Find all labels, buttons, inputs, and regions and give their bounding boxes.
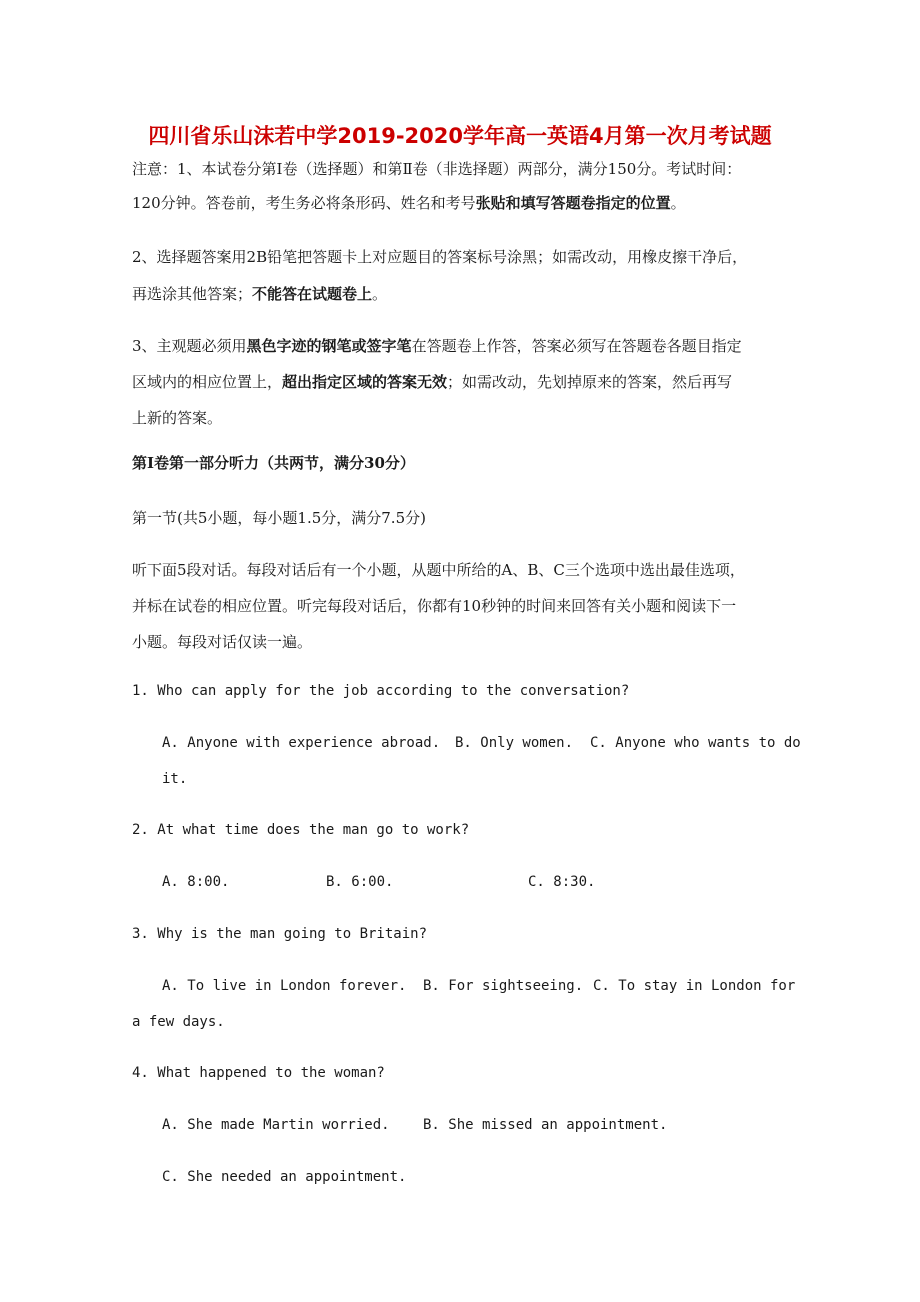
note-3-line-2 xyxy=(132,371,732,392)
note-3-text-2: 在答题卷上作答，答案必须写在答题卷各题目指定 xyxy=(411,337,742,355)
note-1-text: 120分钟。答卷前，考生务必将条形码、姓名和考号 xyxy=(132,194,476,212)
question-4-option-c: C. She needed an appointment. xyxy=(162,1169,407,1185)
note-3-line-3: 上新的答案。 xyxy=(132,409,223,427)
question-3-option-c-cont: a few days. xyxy=(132,1014,225,1030)
question-2-option-c: C. 8:30. xyxy=(528,874,596,890)
question-4: 4. What happened to the woman? xyxy=(132,1065,385,1081)
note-1-line-1: 注意：1、本试卷分第Ⅰ卷（选择题）和第Ⅱ卷（非选择题）两部分，满分150分。考试时间： xyxy=(132,160,742,178)
question-1-option-c-cont: it. xyxy=(162,771,188,787)
question-3-option-b: B. For sightseeing. xyxy=(423,978,584,994)
question-2-option-b: B. 6:00. xyxy=(326,874,394,890)
note-3-text-4: ；如需改动，先划掉原来的答案，然后再写 xyxy=(447,373,733,391)
question-1-option-b: B. Only women. xyxy=(455,735,574,751)
question-1-option-a: A. Anyone with experience abroad. xyxy=(162,735,441,751)
note-2-line-2 xyxy=(132,283,387,304)
instructions-line-3: 小题。每段对话仅读一遍。 xyxy=(132,633,313,651)
question-4-option-a: A. She made Martin worried. xyxy=(162,1117,390,1133)
instructions-line-2: 并标在试卷的相应位置。听完每段对话后，你都有10秒钟的时间来回答有关小题和阅读下一 xyxy=(132,597,737,615)
question-1: 1. Who can apply for the job according to the conversation? xyxy=(132,683,630,699)
note-2-emphasis: 不能答在试题卷上 xyxy=(252,285,373,303)
question-4-option-b: B. She missed an appointment. xyxy=(423,1117,668,1133)
note-3-text-1: 3、主观题必须用 xyxy=(132,337,247,355)
question-3-option-c: C. To stay in London for xyxy=(593,978,796,994)
section-heading: 第Ⅰ卷第一部分听力（共两节，满分30分） xyxy=(132,454,415,472)
note-3-emphasis-2: 超出指定区域的答案无效 xyxy=(282,373,448,391)
question-2-option-a: A. 8:00. xyxy=(162,874,230,890)
note-2-line-1: 2、选择题答案用2B铅笔把答题卡上对应题目的答案标号涂黑；如需改动，用橡皮擦干净后， xyxy=(132,248,748,266)
question-3: 3. Why is the man going to Britain? xyxy=(132,926,428,942)
section-subheading: 第一节(共5小题，每小题1.5分，满分7.5分) xyxy=(132,509,426,527)
instructions-line-1: 听下面5段对话。每段对话后有一个小题，从题中所给的A、B、C三个选项中选出最佳选项， xyxy=(132,561,745,579)
note-3-emphasis-1: 黑色字迹的钢笔或签字笔 xyxy=(246,337,412,355)
note-3-text-3: 区域内的相应位置上， xyxy=(132,373,283,391)
note-2-end: 。 xyxy=(372,285,388,303)
question-3-option-a: A. To live in London forever. xyxy=(162,978,407,994)
page-title: 四川省乐山沫若中学2019-2020学年高一英语4月第一次月考试题 xyxy=(148,124,772,148)
note-2-text: 再选涂其他答案； xyxy=(132,285,253,303)
note-3-line-1 xyxy=(132,335,742,356)
question-2: 2. At what time does the man go to work? xyxy=(132,822,470,838)
question-1-option-c: C. Anyone who wants to do xyxy=(590,735,801,751)
note-1-line-2 xyxy=(132,192,686,213)
note-1-emphasis: 张贴和填写答题卷指定的位置 xyxy=(475,194,671,212)
note-1-end: 。 xyxy=(670,194,686,212)
